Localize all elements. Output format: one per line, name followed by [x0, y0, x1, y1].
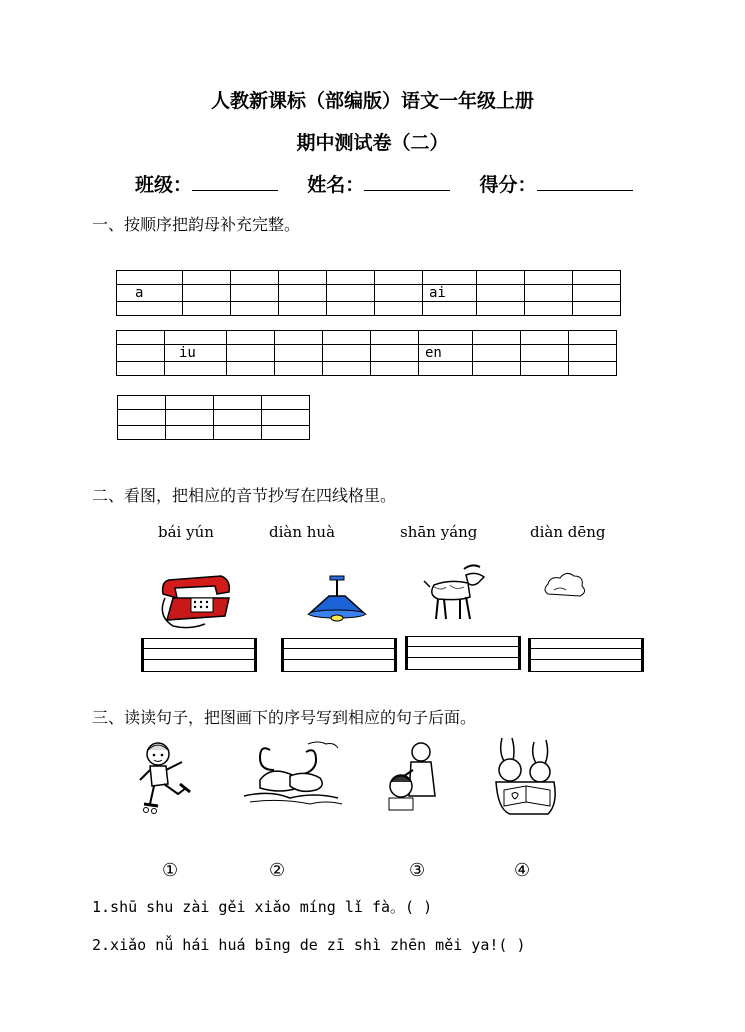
syllable-dian-deng: diàn dēng [530, 523, 606, 541]
vowel-grid-row1 [116, 270, 621, 316]
picture-number-2: ② [269, 860, 286, 881]
grid-cell[interactable] [473, 345, 521, 362]
skating-girl-icon [136, 740, 196, 820]
grid-cell[interactable] [227, 345, 275, 362]
four-line-box[interactable] [528, 638, 644, 672]
grid-cell[interactable] [375, 285, 423, 302]
section3-heading: 三、读读句子，把图画下的序号写到相应的句子后面。 [92, 708, 477, 727]
grid-cell[interactable] [118, 410, 166, 426]
section2-heading: 二、看图，把相应的音节抄写在四线格里。 [92, 486, 397, 505]
score-label: 得分： [479, 174, 537, 196]
haircut-icon [385, 740, 445, 812]
vowel-grid-row2 [116, 330, 617, 376]
rabbits-reading-icon [488, 734, 568, 818]
score-blank[interactable] [537, 172, 633, 191]
syllable-dian-hua: diàn huà [269, 523, 336, 541]
picture-number-4: ④ [514, 860, 531, 881]
four-line-box[interactable] [281, 638, 397, 672]
grid-cell[interactable] [279, 285, 327, 302]
section1-heading: 一、按顺序把韵母补充完整。 [92, 215, 301, 234]
grid-cell: a [117, 285, 183, 302]
grid-cell[interactable] [323, 345, 371, 362]
grid-cell[interactable] [327, 285, 375, 302]
name-blank[interactable] [364, 172, 450, 191]
swan-icon [230, 740, 350, 810]
grid-cell: en [419, 345, 473, 362]
grid-cell[interactable] [525, 285, 573, 302]
grid-cell[interactable] [275, 345, 323, 362]
name-label: 姓名： [307, 174, 365, 196]
lamp-icon [305, 574, 371, 622]
grid-cell: iu [165, 345, 227, 362]
grid-cell[interactable] [521, 345, 569, 362]
grid-cell[interactable] [166, 410, 214, 426]
class-label: 班级： [135, 174, 193, 196]
grid-cell[interactable] [371, 345, 419, 362]
grid-cell[interactable] [231, 285, 279, 302]
vowel-grid-row3 [117, 395, 310, 440]
sentence-1: 1.shū shu zài gěi xiǎo míng lǐ fà。( ) [92, 898, 433, 916]
page-subtitle: 期中测试卷（二） [296, 132, 449, 154]
syllable-shan-yang: shān yáng [400, 523, 478, 541]
sentence-2: 2.xiǎo nǚ hái huá bīng de zī shì zhēn měi ya!( ) [92, 936, 526, 954]
grid-cell[interactable] [262, 410, 310, 426]
grid-cell: ai [423, 285, 477, 302]
four-line-box[interactable] [141, 638, 257, 672]
syllable-bai-yun: bái yún [158, 523, 214, 541]
cloud-icon [540, 570, 590, 604]
picture-number-3: ③ [409, 860, 426, 881]
grid-cell[interactable] [183, 285, 231, 302]
goat-icon [420, 563, 490, 625]
grid-cell[interactable] [214, 410, 262, 426]
telephone-icon [155, 568, 235, 630]
class-blank[interactable] [192, 172, 278, 191]
page-title: 人教新课标（部编版）语文一年级上册 [210, 90, 534, 112]
grid-cell[interactable] [477, 285, 525, 302]
grid-cell[interactable] [117, 345, 165, 362]
student-info-line [135, 170, 633, 197]
grid-cell[interactable] [569, 345, 617, 362]
four-line-box[interactable] [405, 636, 521, 670]
grid-cell[interactable] [573, 285, 621, 302]
picture-number-1: ① [162, 860, 179, 881]
